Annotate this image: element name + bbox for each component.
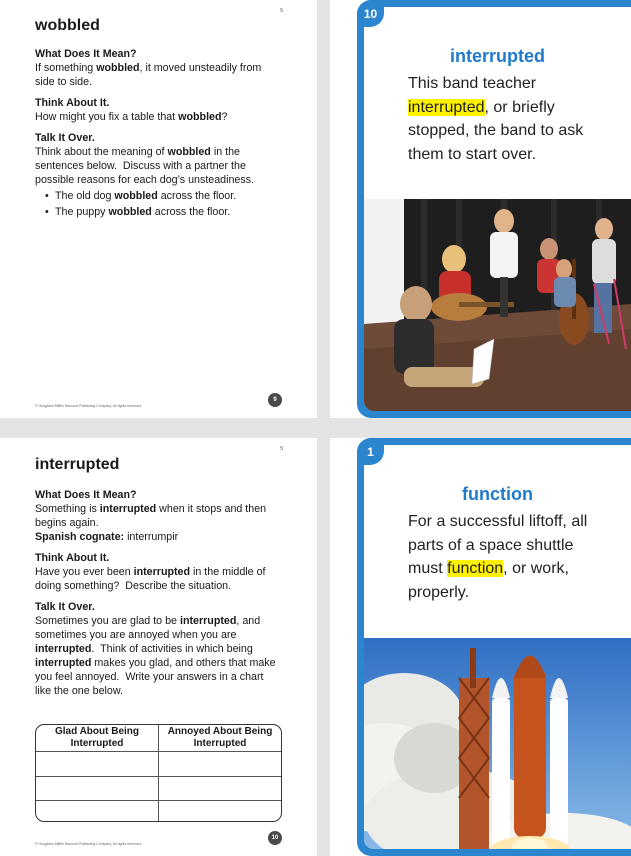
section-text: Sometimes you are glad to be interrupted, and sometimes you are annoyed when you are interrupted. Think of activities in which being interrupted makes you glad, and others that make you feel annoyed. Write your answers in a chart like the one below. (35, 615, 276, 697)
card-definition (408, 72, 608, 166)
vocab-card (357, 0, 631, 418)
card-word: interrupted (449, 46, 545, 66)
page-footer-number: 10 (268, 831, 282, 845)
chart-cell (159, 801, 282, 821)
vocab-word-heading: wobbled (35, 17, 100, 34)
copyright-text: © Houghton Mifflin Harcourt Publishing Company. All rights reserved. (35, 842, 142, 846)
card-number-badge: 10 (357, 0, 384, 27)
chart-cell (36, 776, 159, 801)
card-number-badge: 1 (357, 438, 384, 465)
card-inner (364, 445, 631, 849)
definition-text: , or briefly stopped, the band to ask them to start over. (408, 98, 584, 163)
page-number: 5 (280, 446, 283, 452)
function-card-page (330, 438, 631, 856)
wobbled-body (35, 47, 280, 221)
chart-cell (36, 801, 159, 821)
definition-text: This band teacher (408, 75, 537, 92)
band-photo (364, 199, 631, 411)
interrupted-body (35, 488, 280, 705)
example-list (35, 189, 280, 219)
vocab-word-heading: interrupted (35, 456, 120, 473)
wobbled-page (0, 0, 317, 418)
section-text: Something is interrupted when it stops and then begins again. (35, 503, 267, 529)
interrupted-card-page (330, 0, 631, 418)
cognate-value: interrumpir (127, 531, 179, 543)
list-item: • The puppy wobbled across the floor. (35, 205, 280, 219)
section-heading: What Does It Mean? (35, 489, 137, 501)
definition-text: , or work, properly. (408, 560, 569, 601)
section-heading: What Does It Mean? (35, 48, 137, 60)
card-definition (408, 510, 608, 604)
highlighted-word: interrupted (408, 98, 485, 116)
definition-text: For a successful liftoff, all parts of a space shuttle must (408, 513, 588, 577)
chart-header-glad: Glad About Being Interrupted (36, 725, 159, 752)
page-footer-number: 9 (268, 393, 282, 407)
chart-header-annoyed: Annoyed About Being Interrupted (159, 725, 282, 752)
section-heading: Talk It Over. (35, 601, 95, 613)
card-word: function (462, 484, 533, 504)
section-text: If something wobbled, it moved unsteadily from side to side. (35, 62, 262, 88)
section-text: How might you fix a table that wobbled? (35, 111, 228, 123)
section-heading: Think About It. (35, 552, 110, 564)
shuttle-photo (364, 638, 631, 849)
glad-annoyed-chart (35, 724, 282, 822)
section-text: Have you ever been interrupted in the middle of doing something? Describe the situation. (35, 566, 266, 592)
section-text: Think about the meaning of wobbled in the sentences below. Discuss with a partner the possible reasons for each dog’s unsteadiness. (35, 146, 255, 186)
cognate-label: Spanish cognate: (35, 531, 125, 543)
highlighted-word: function (447, 560, 504, 577)
section-heading: Talk It Over. (35, 132, 95, 144)
chart-cell (36, 752, 159, 777)
list-item: • The old dog wobbled across the floor. (35, 189, 280, 203)
chart-cell (159, 776, 282, 801)
chart-cell (159, 752, 282, 777)
section-heading: Think About It. (35, 97, 110, 109)
cognate-line (35, 530, 280, 544)
card-inner (364, 7, 631, 411)
vocab-card (357, 438, 631, 856)
copyright-text: © Houghton Mifflin Harcourt Publishing Company. All rights reserved. (35, 404, 142, 408)
page-number: 5 (280, 8, 283, 14)
